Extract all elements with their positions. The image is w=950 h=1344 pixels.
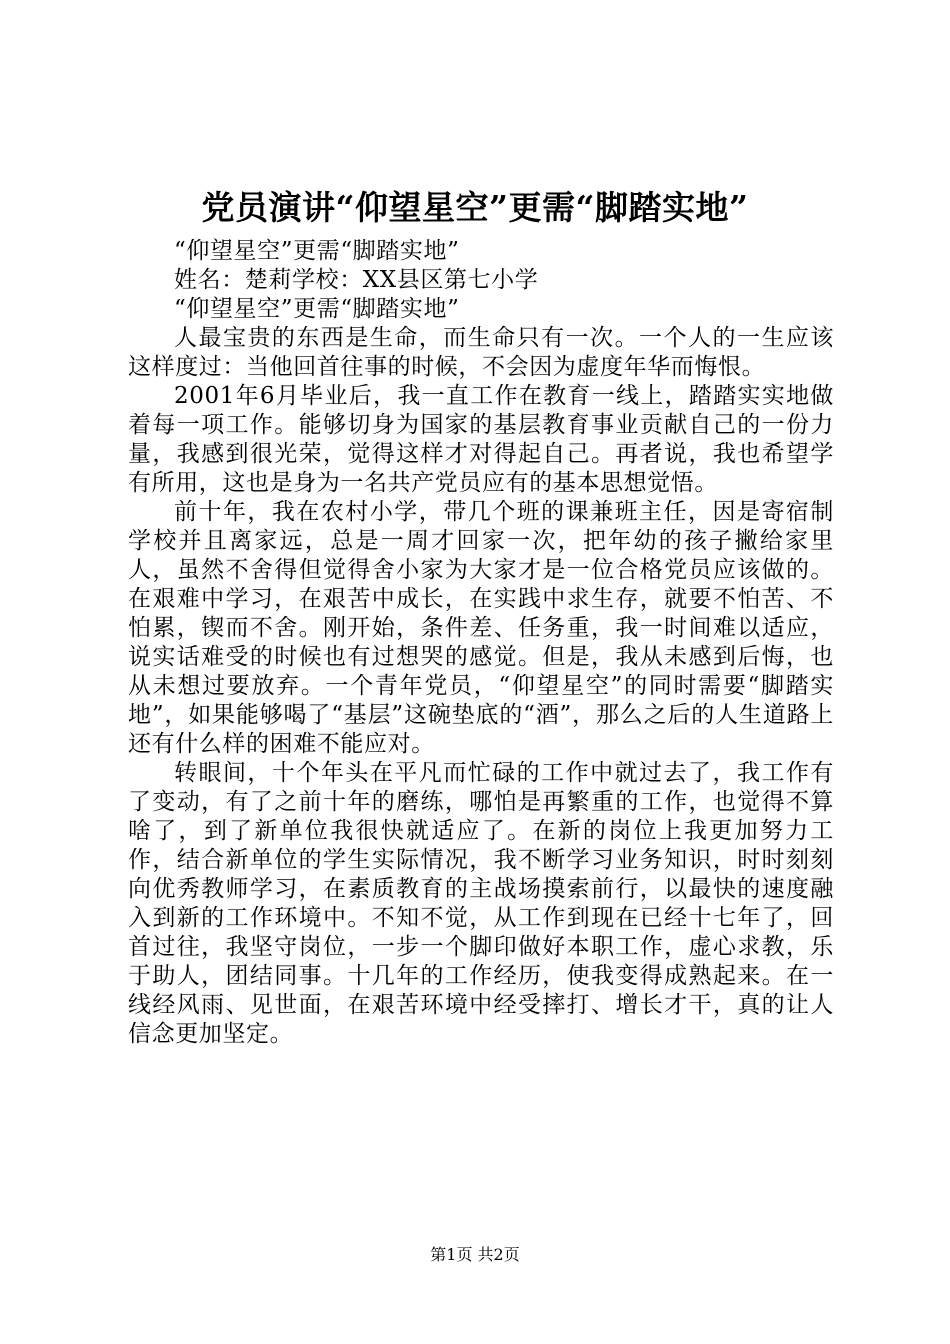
- paragraph-2: 2001年6月毕业后，我一直工作在教育一线上，踏踏实实地做着每一项工作。能够切身为国家的基层教育事业贡献自己的一份力量，我感到很光荣，觉得这样才对得起自己。再者说，我也希望学有所用，这也是身为一名共产党员应有的基本思想觉悟。: [128, 383, 834, 496]
- author-line: 姓名：楚莉学校：XX县区第七小学: [174, 267, 539, 293]
- document-title: 党员演讲“仰望星空”更需“脚踏实地”: [201, 188, 749, 227]
- paragraph-1: 人最宝贵的东西是生命，而生命只有一次。一个人的一生应该这样度过：当他回首往事的时候，不会因为虚度年华而悔恨。: [128, 325, 834, 380]
- subtitle-line: “仰望星空”更需“脚踏实地”: [174, 238, 460, 264]
- paragraph-3: 前十年，我在农村小学，带几个班的课兼班主任，因是寄宿制学校并且离家远，总是一周才回家一次，把年幼的孩子撇给家里人，虽然不舍得但觉得舍小家为大家才是一位合格党员应该做的。在艰难中学习，在艰苦中成长，在实践中求生存，就要不怕苦、不怕累，锲而不舍。刚开始，条件差、任务重，我一时间难以适应，说实话难受的时候也有过想哭的感觉。但是，我从未感到后悔，也从未想过要放弃。一个青年党员，“仰望星空”的同时需要“脚踏实地”，如果能够喝了“基层”这碗垫底的“酒”，那么之后的人生道路上还有什么样的困难不能应对。: [128, 499, 834, 757]
- subtitle-repeat-line: “仰望星空”更需“脚踏实地”: [174, 296, 460, 322]
- paragraph-4: 转眼间，十个年头在平凡而忙碌的工作中就过去了，我工作有了变动，有了之前十年的磨练，哪怕是再繁重的工作，也觉得不算啥了，到了新单位我很快就适应了。在新的岗位上我更加努力工作，结合新单位的学生实际情况，我不断学习业务知识，时时刻刻向优秀教师学习，在素质教育的主战场摸索前行，以最快的速度融入到新的工作环境中。不知不觉，从工作到现在已经十七年了，回首过往，我坚守岗位，一步一个脚印做好本职工作，虚心求教，乐于助人，团结同事。十几年的工作经历，使我变得成熟起来。在一线经风雨、见世面，在艰苦环境中经受摔打、增长才干，真的让人信念更加坚定。: [128, 760, 834, 1047]
- document-body: [128, 237, 834, 1049]
- page-number-footer: 第1页 共2页: [430, 1245, 520, 1264]
